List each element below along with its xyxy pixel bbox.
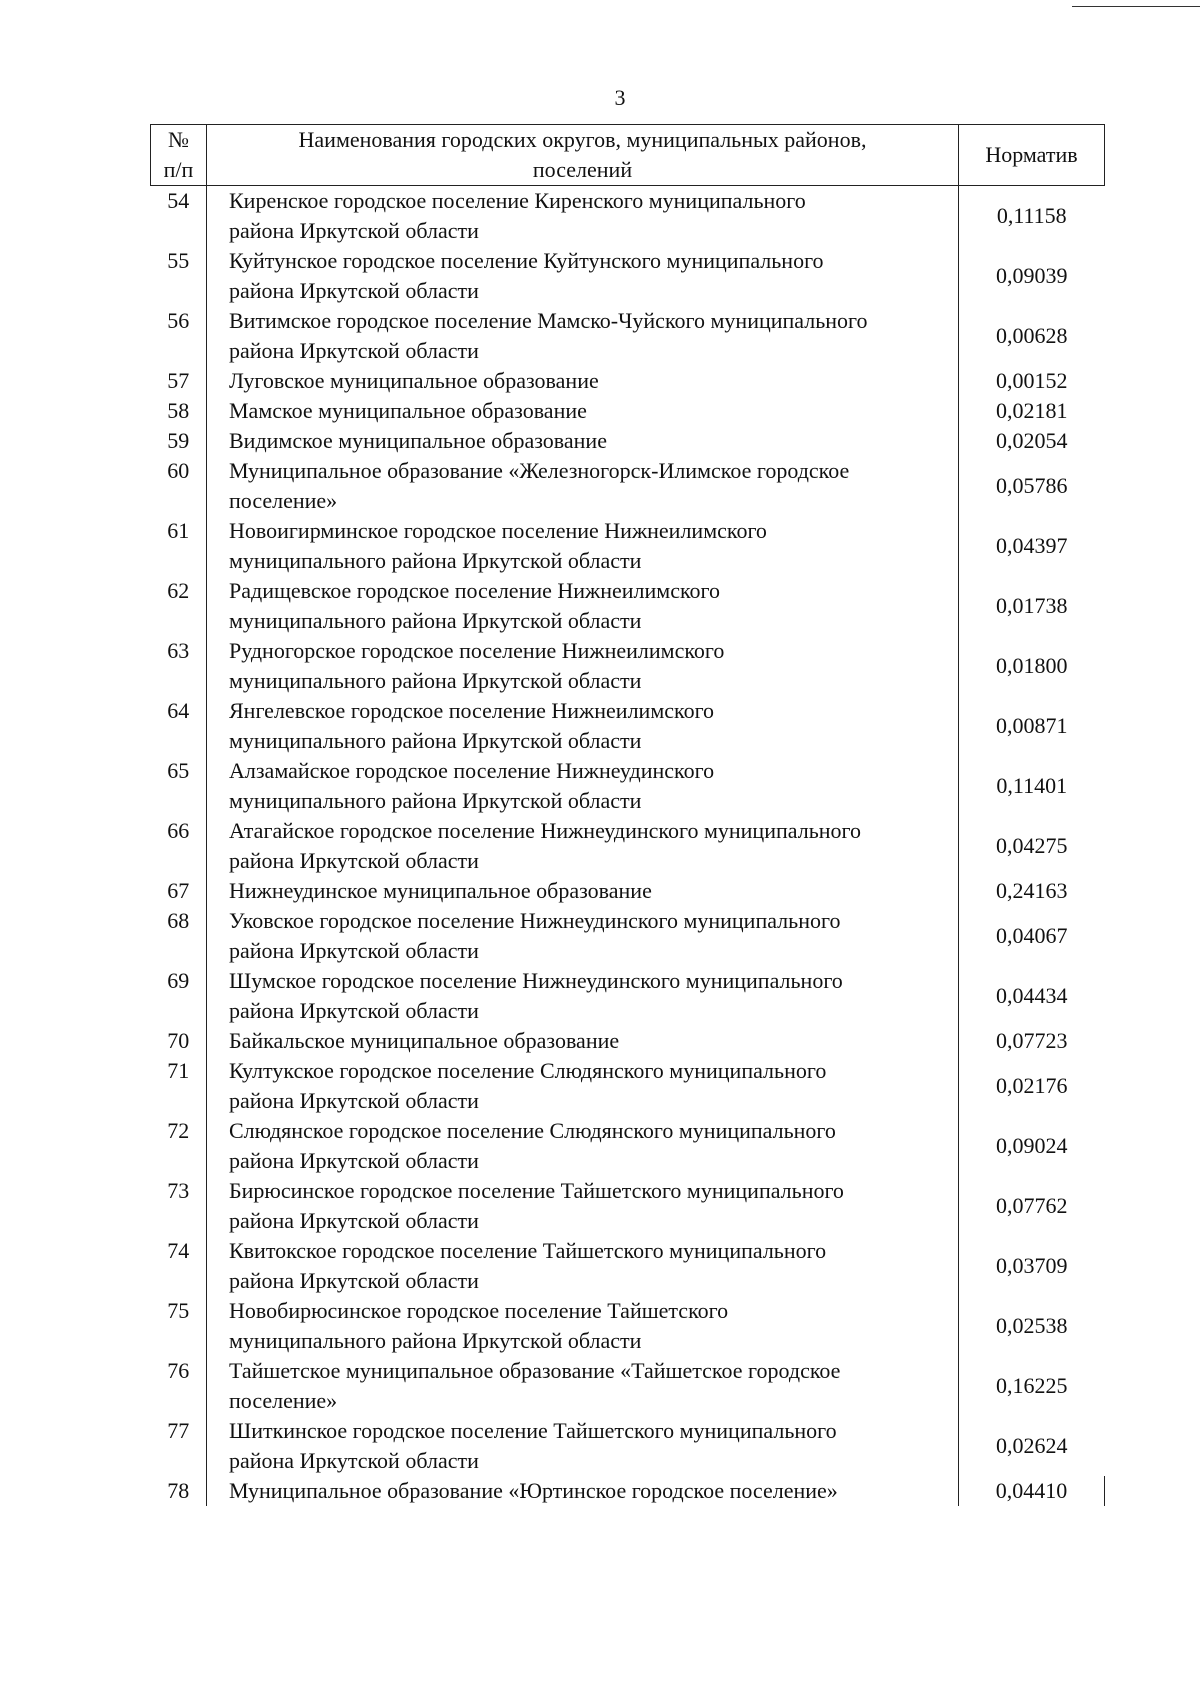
- row-number: 61: [151, 516, 207, 576]
- row-value: 0,09039: [996, 263, 1068, 288]
- row-name: [207, 1056, 959, 1116]
- row-name: [207, 636, 959, 696]
- header-name-line2: поселений: [532, 157, 633, 182]
- row-name-line2: района Иркутской области: [229, 848, 479, 873]
- row-name-line2: района Иркутской области: [229, 1148, 479, 1173]
- table-row: [151, 1476, 1105, 1506]
- row-name-line1: Нижнеудинское муниципальное образование: [229, 878, 652, 903]
- row-name-line1: Витимское городское поселение Мамско-Чуйского муниципального: [229, 308, 868, 333]
- row-name-line1: Куйтунское городское поселение Куйтунского муниципального: [229, 248, 824, 273]
- table-body: [151, 186, 1105, 1507]
- row-value: 0,07762: [996, 1193, 1068, 1218]
- row-value: 0,04397: [996, 533, 1068, 558]
- table-row: [151, 1296, 1105, 1356]
- row-name-line2: района Иркутской области: [229, 998, 479, 1023]
- row-name-line1: Видимское муниципальное образование: [229, 428, 607, 453]
- row-name-line1: Алзамайское городское поселение Нижнеудинского: [229, 758, 715, 783]
- row-value: 0,04275: [996, 833, 1068, 858]
- row-value: 0,24163: [996, 878, 1068, 903]
- row-name-line1: Мамское муниципальное образование: [229, 398, 587, 423]
- row-name-line1: Янгелевское городское поселение Нижнеилимского: [229, 698, 715, 723]
- header-value: Норматив: [959, 125, 1105, 186]
- row-name-line2: района Иркутской области: [229, 278, 479, 303]
- row-number: 74: [151, 1236, 207, 1296]
- row-number: 58: [151, 396, 207, 426]
- table-row: [151, 396, 1105, 426]
- row-number: 65: [151, 756, 207, 816]
- top-edge-rule: [1072, 6, 1200, 7]
- row-value: 0,01800: [996, 653, 1068, 678]
- table-row: [151, 1176, 1105, 1236]
- row-value: 0,11158: [996, 203, 1067, 228]
- row-number: 56: [151, 306, 207, 366]
- row-value: 0,01738: [996, 593, 1068, 618]
- row-number: 71: [151, 1056, 207, 1116]
- row-name: [207, 1416, 959, 1476]
- row-number: 57: [151, 366, 207, 396]
- row-number: 72: [151, 1116, 207, 1176]
- row-number: 67: [151, 876, 207, 906]
- row-name-line1: Квитокское городское поселение Тайшетского муниципального: [229, 1238, 827, 1263]
- row-name: [207, 516, 959, 576]
- row-name: [207, 906, 959, 966]
- table-row: [151, 1236, 1105, 1296]
- table-row: [151, 186, 1105, 247]
- row-name-line1: Шумское городское поселение Нижнеудинского муниципального: [229, 968, 843, 993]
- table-row: [151, 246, 1105, 306]
- row-number: 76: [151, 1356, 207, 1416]
- header-number-line1: №: [168, 127, 189, 152]
- row-name-line2: района Иркутской области: [229, 1448, 479, 1473]
- row-value: 0,03709: [996, 1253, 1068, 1278]
- row-name-line1: Атагайское городское поселение Нижнеудинского муниципального: [229, 818, 861, 843]
- row-name: [207, 1296, 959, 1356]
- row-name-line2: района Иркутской области: [229, 1088, 479, 1113]
- table-row: [151, 516, 1105, 576]
- row-number: 68: [151, 906, 207, 966]
- row-name-line1: Новобирюсинское городское поселение Тайшетского: [229, 1298, 729, 1323]
- row-value: 0,11401: [996, 773, 1068, 798]
- row-name-line2: района Иркутской области: [229, 1208, 479, 1233]
- row-name: [207, 456, 959, 516]
- header-number: [151, 125, 207, 186]
- row-name-line1: Шиткинское городское поселение Тайшетского муниципального: [229, 1418, 837, 1443]
- table-row: [151, 426, 1105, 456]
- row-value: 0,02181: [996, 398, 1068, 423]
- row-number: 75: [151, 1296, 207, 1356]
- row-value: 0,07723: [996, 1028, 1068, 1053]
- page-number: 3: [614, 85, 626, 110]
- row-name-line2: района Иркутской области: [229, 938, 479, 963]
- row-number: 54: [151, 186, 207, 247]
- table-row: [151, 366, 1105, 396]
- row-name: [207, 966, 959, 1026]
- row-name-line2: муниципального района Иркутской области: [229, 608, 642, 633]
- row-name-line1: Луговское муниципальное образование: [229, 368, 599, 393]
- row-name: [207, 306, 959, 366]
- row-value: 0,00628: [996, 323, 1068, 348]
- row-name: [207, 696, 959, 756]
- row-value: 0,16225: [996, 1373, 1068, 1398]
- row-number: 69: [151, 966, 207, 1026]
- row-number: 70: [151, 1026, 207, 1056]
- table-row: [151, 1356, 1105, 1416]
- row-name: [207, 1356, 959, 1416]
- row-name-line1: Муниципальное образование «Железногорск-Илимское городское: [229, 458, 850, 483]
- normative-table: [150, 124, 1105, 1506]
- row-name: [207, 576, 959, 636]
- table-row: [151, 816, 1105, 876]
- row-name-line1: Муниципальное образование «Юртинское городское поселение»: [229, 1478, 838, 1503]
- row-name: [207, 186, 959, 247]
- row-name-line2: района Иркутской области: [229, 1268, 479, 1293]
- row-value: 0,04434: [996, 983, 1068, 1008]
- row-number: 77: [151, 1416, 207, 1476]
- table-row: [151, 1416, 1105, 1476]
- row-value: 0,02176: [996, 1073, 1068, 1098]
- row-name: [207, 1176, 959, 1236]
- row-name: [207, 756, 959, 816]
- table-row: [151, 906, 1105, 966]
- row-name-line1: Новоигирминское городское поселение Нижнеилимского: [229, 518, 767, 543]
- row-number: 66: [151, 816, 207, 876]
- row-name: [207, 816, 959, 876]
- table-row: [151, 1056, 1105, 1116]
- row-name-line1: Уковское городское поселение Нижнеудинского муниципального: [229, 908, 841, 933]
- row-name: [207, 876, 959, 906]
- row-name-line1: Киренское городское поселение Киренского муниципального: [229, 188, 806, 213]
- table-row: [151, 456, 1105, 516]
- row-number: 59: [151, 426, 207, 456]
- row-name-line1: Радищевское городское поселение Нижнеилимского: [229, 578, 721, 603]
- row-name-line2: муниципального района Иркутской области: [229, 1328, 642, 1353]
- row-number: 63: [151, 636, 207, 696]
- table-row: [151, 306, 1105, 366]
- row-name-line2: района Иркутской области: [229, 218, 479, 243]
- row-value: 0,02538: [996, 1313, 1068, 1338]
- row-name-line2: поселение»: [229, 1388, 338, 1413]
- row-name-line2: муниципального района Иркутской области: [229, 668, 642, 693]
- table-row: [151, 1116, 1105, 1176]
- header-name: [207, 125, 959, 186]
- row-name: [207, 1236, 959, 1296]
- row-name: [207, 1476, 959, 1506]
- row-name-line2: муниципального района Иркутской области: [229, 788, 642, 813]
- row-name: [207, 396, 959, 426]
- row-value: 0,02054: [996, 428, 1068, 453]
- table-row: [151, 876, 1105, 906]
- row-value: 0,04067: [996, 923, 1068, 948]
- row-value: 0,05786: [996, 473, 1068, 498]
- table-row: [151, 576, 1105, 636]
- row-name-line1: Култукское городское поселение Слюдянского муниципального: [229, 1058, 827, 1083]
- row-value: 0,02624: [996, 1433, 1068, 1458]
- row-number: 55: [151, 246, 207, 306]
- row-value: 0,00152: [996, 368, 1068, 393]
- row-number: 64: [151, 696, 207, 756]
- row-name-line1: Байкальское муниципальное образование: [229, 1028, 620, 1053]
- row-name-line2: поселение»: [229, 488, 338, 513]
- row-name: [207, 1116, 959, 1176]
- row-name-line1: Тайшетское муниципальное образование «Тайшетское городское: [229, 1358, 841, 1383]
- row-number: 78: [151, 1476, 207, 1506]
- header-name-line1: Наименования городских округов, муниципальных районов,: [298, 127, 867, 152]
- row-name: [207, 426, 959, 456]
- table-header-row: [151, 125, 1105, 186]
- table-row: [151, 756, 1105, 816]
- row-name: [207, 1026, 959, 1056]
- row-name: [207, 246, 959, 306]
- row-value: 0,04410: [959, 1476, 1105, 1506]
- row-name-line1: Рудногорское городское поселение Нижнеилимского: [229, 638, 725, 663]
- table-row: [151, 636, 1105, 696]
- table-row: [151, 966, 1105, 1026]
- row-name-line2: района Иркутской области: [229, 338, 479, 363]
- table-row: [151, 1026, 1105, 1056]
- table-row: [151, 696, 1105, 756]
- row-value: 0,09024: [996, 1133, 1068, 1158]
- row-number: 73: [151, 1176, 207, 1236]
- row-name-line2: муниципального района Иркутской области: [229, 728, 642, 753]
- row-name-line1: Слюдянское городское поселение Слюдянского муниципального: [229, 1118, 836, 1143]
- row-value: 0,00871: [996, 713, 1068, 738]
- row-name: [207, 366, 959, 396]
- row-number: 62: [151, 576, 207, 636]
- row-name-line2: муниципального района Иркутской области: [229, 548, 642, 573]
- header-number-line2: п/п: [163, 157, 194, 182]
- row-number: 60: [151, 456, 207, 516]
- row-name-line1: Бирюсинское городское поселение Тайшетского муниципального: [229, 1178, 844, 1203]
